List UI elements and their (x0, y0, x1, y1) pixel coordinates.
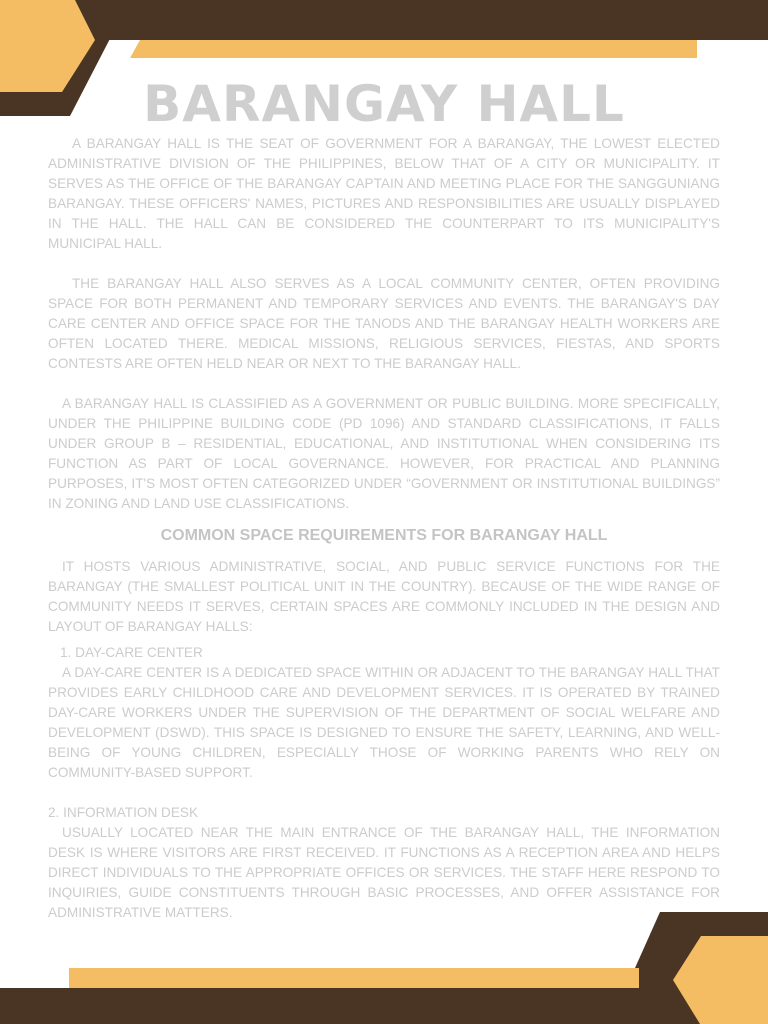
page-title: BARANGAY HALL (143, 75, 625, 133)
classification-paragraph: A BARANGAY HALL IS CLASSIFIED AS A GOVERNMENT OR PUBLIC BUILDING. MORE SPECIFICALLY, UNDER THE PHILIPPINE BUILDING CODE (PD 1096) AND STANDARD CLASSIFICATIONS, IT FALLS UNDER GROUP B – RESIDENTIAL, EDUCATIONAL, AND INSTITUTIONAL WHEN CONSIDERING ITS FUNCTION AS PART OF LOCAL GOVERNANCE. HOWEVER, FOR PRACTICAL AND PLANNING PURPOSES, IT'S MOST OFTEN CATEGORIZED UNDER “GOVERNMENT OR INSTITUTIONAL BUILDINGS” IN ZONING AND LAND USE CLASSIFICATIONS. (48, 396, 720, 511)
information-desk-paragraph: USUALLY LOCATED NEAR THE MAIN ENTRANCE OF THE BARANGAY HALL, THE INFORMATION DESK IS WHERE VISITORS ARE FIRST RECEIVED. IT FUNCTIONS AS A RECEPTION AREA AND HELPS DIRECT INDIVIDUALS TO THE APPROPRIATE OFFICES OR SERVICES. THE STAFF HERE RESPOND TO INQUIRIES, GUIDE CONSTITUENTS THROUGH BASIC PROCESSES, AND OFFER ASSISTANCE FOR ADMINISTRATIVE MATTERS. (48, 825, 720, 920)
section-heading: COMMON SPACE REQUIREMENTS FOR BARANGAY HALL (160, 527, 608, 544)
intro-paragraph: A BARANGAY HALL IS THE SEAT OF GOVERNMENT FOR A BARANGAY, THE LOWEST ELECTED ADMINISTRATIVE DIVISION OF THE PHILIPPINES, BELOW THAT OF A CITY OR MUNICIPALITY. IT SERVES AS THE OFFICE OF THE BARANGAY CAPTAIN AND MEETING PLACE FOR THE SANGGUNIANG BARANGAY. THESE OFFICERS' NAMES, PICTURES AND RESPONSIBILITIES ARE USUALLY DISPLAYED IN THE HALL. THE HALL CAN BE CONSIDERED THE COUNTERPART TO ITS MUNICIPALITY'S MUNICIPAL HALL. (48, 136, 720, 251)
list-item-number: 1. (60, 645, 72, 660)
list-item-label: INFORMATION DESK (63, 805, 199, 820)
daycare-paragraph: A DAY-CARE CENTER IS A DEDICATED SPACE WITHIN OR ADJACENT TO THE BARANGAY HALL THAT PROVIDES EARLY CHILDHOOD CARE AND DEVELOPMENT SERVICES. IT IS OPERATED BY TRAINED DAY-CARE WORKERS UNDER THE SUPERVISION OF THE DEPARTMENT OF SOCIAL WELFARE AND DEVELOPMENT (DSWD). THIS SPACE IS DESIGNED TO ENSURE THE SAFETY, LEARNING, AND WELL-BEING OF YOUNG CHILDREN, ESPECIALLY THOSE OF WORKING PARENTS WHO RELY ON COMMUNITY-BASED SUPPORT. (48, 665, 720, 780)
list-item-number: 2. (48, 805, 60, 820)
list-item-title (48, 643, 720, 663)
list-item-label: DAY-CARE CENTER (75, 645, 203, 660)
community-center-paragraph: THE BARANGAY HALL ALSO SERVES AS A LOCAL COMMUNITY CENTER, OFTEN PROVIDING SPACE FOR BOTH PERMANENT AND TEMPORARY SERVICES AND EVENTS. THE BARANGAY'S DAY CARE CENTER AND OFFICE SPACE FOR THE TANODS AND THE BARANGAY HEALTH WORKERS ARE OFTEN LOCATED THERE. MEDICAL MISSIONS, RELIGIOUS SERVICES, FIESTAS, AND SPORTS CONTESTS ARE OFTEN HELD NEAR OR NEXT TO THE BARANGAY HALL. (48, 276, 720, 371)
article-body (48, 134, 720, 923)
list-item-title (48, 803, 720, 823)
section-intro-paragraph: IT HOSTS VARIOUS ADMINISTRATIVE, SOCIAL, AND PUBLIC SERVICE FUNCTIONS FOR THE BARANGAY (THE SMALLEST POLITICAL UNIT IN THE COUNTRY). BECAUSE OF THE WIDE RANGE OF COMMUNITY NEEDS IT SERVES, CERTAIN SPACES ARE COMMONLY INCLUDED IN THE DESIGN AND LAYOUT OF BARANGAY HALLS: (48, 559, 720, 634)
